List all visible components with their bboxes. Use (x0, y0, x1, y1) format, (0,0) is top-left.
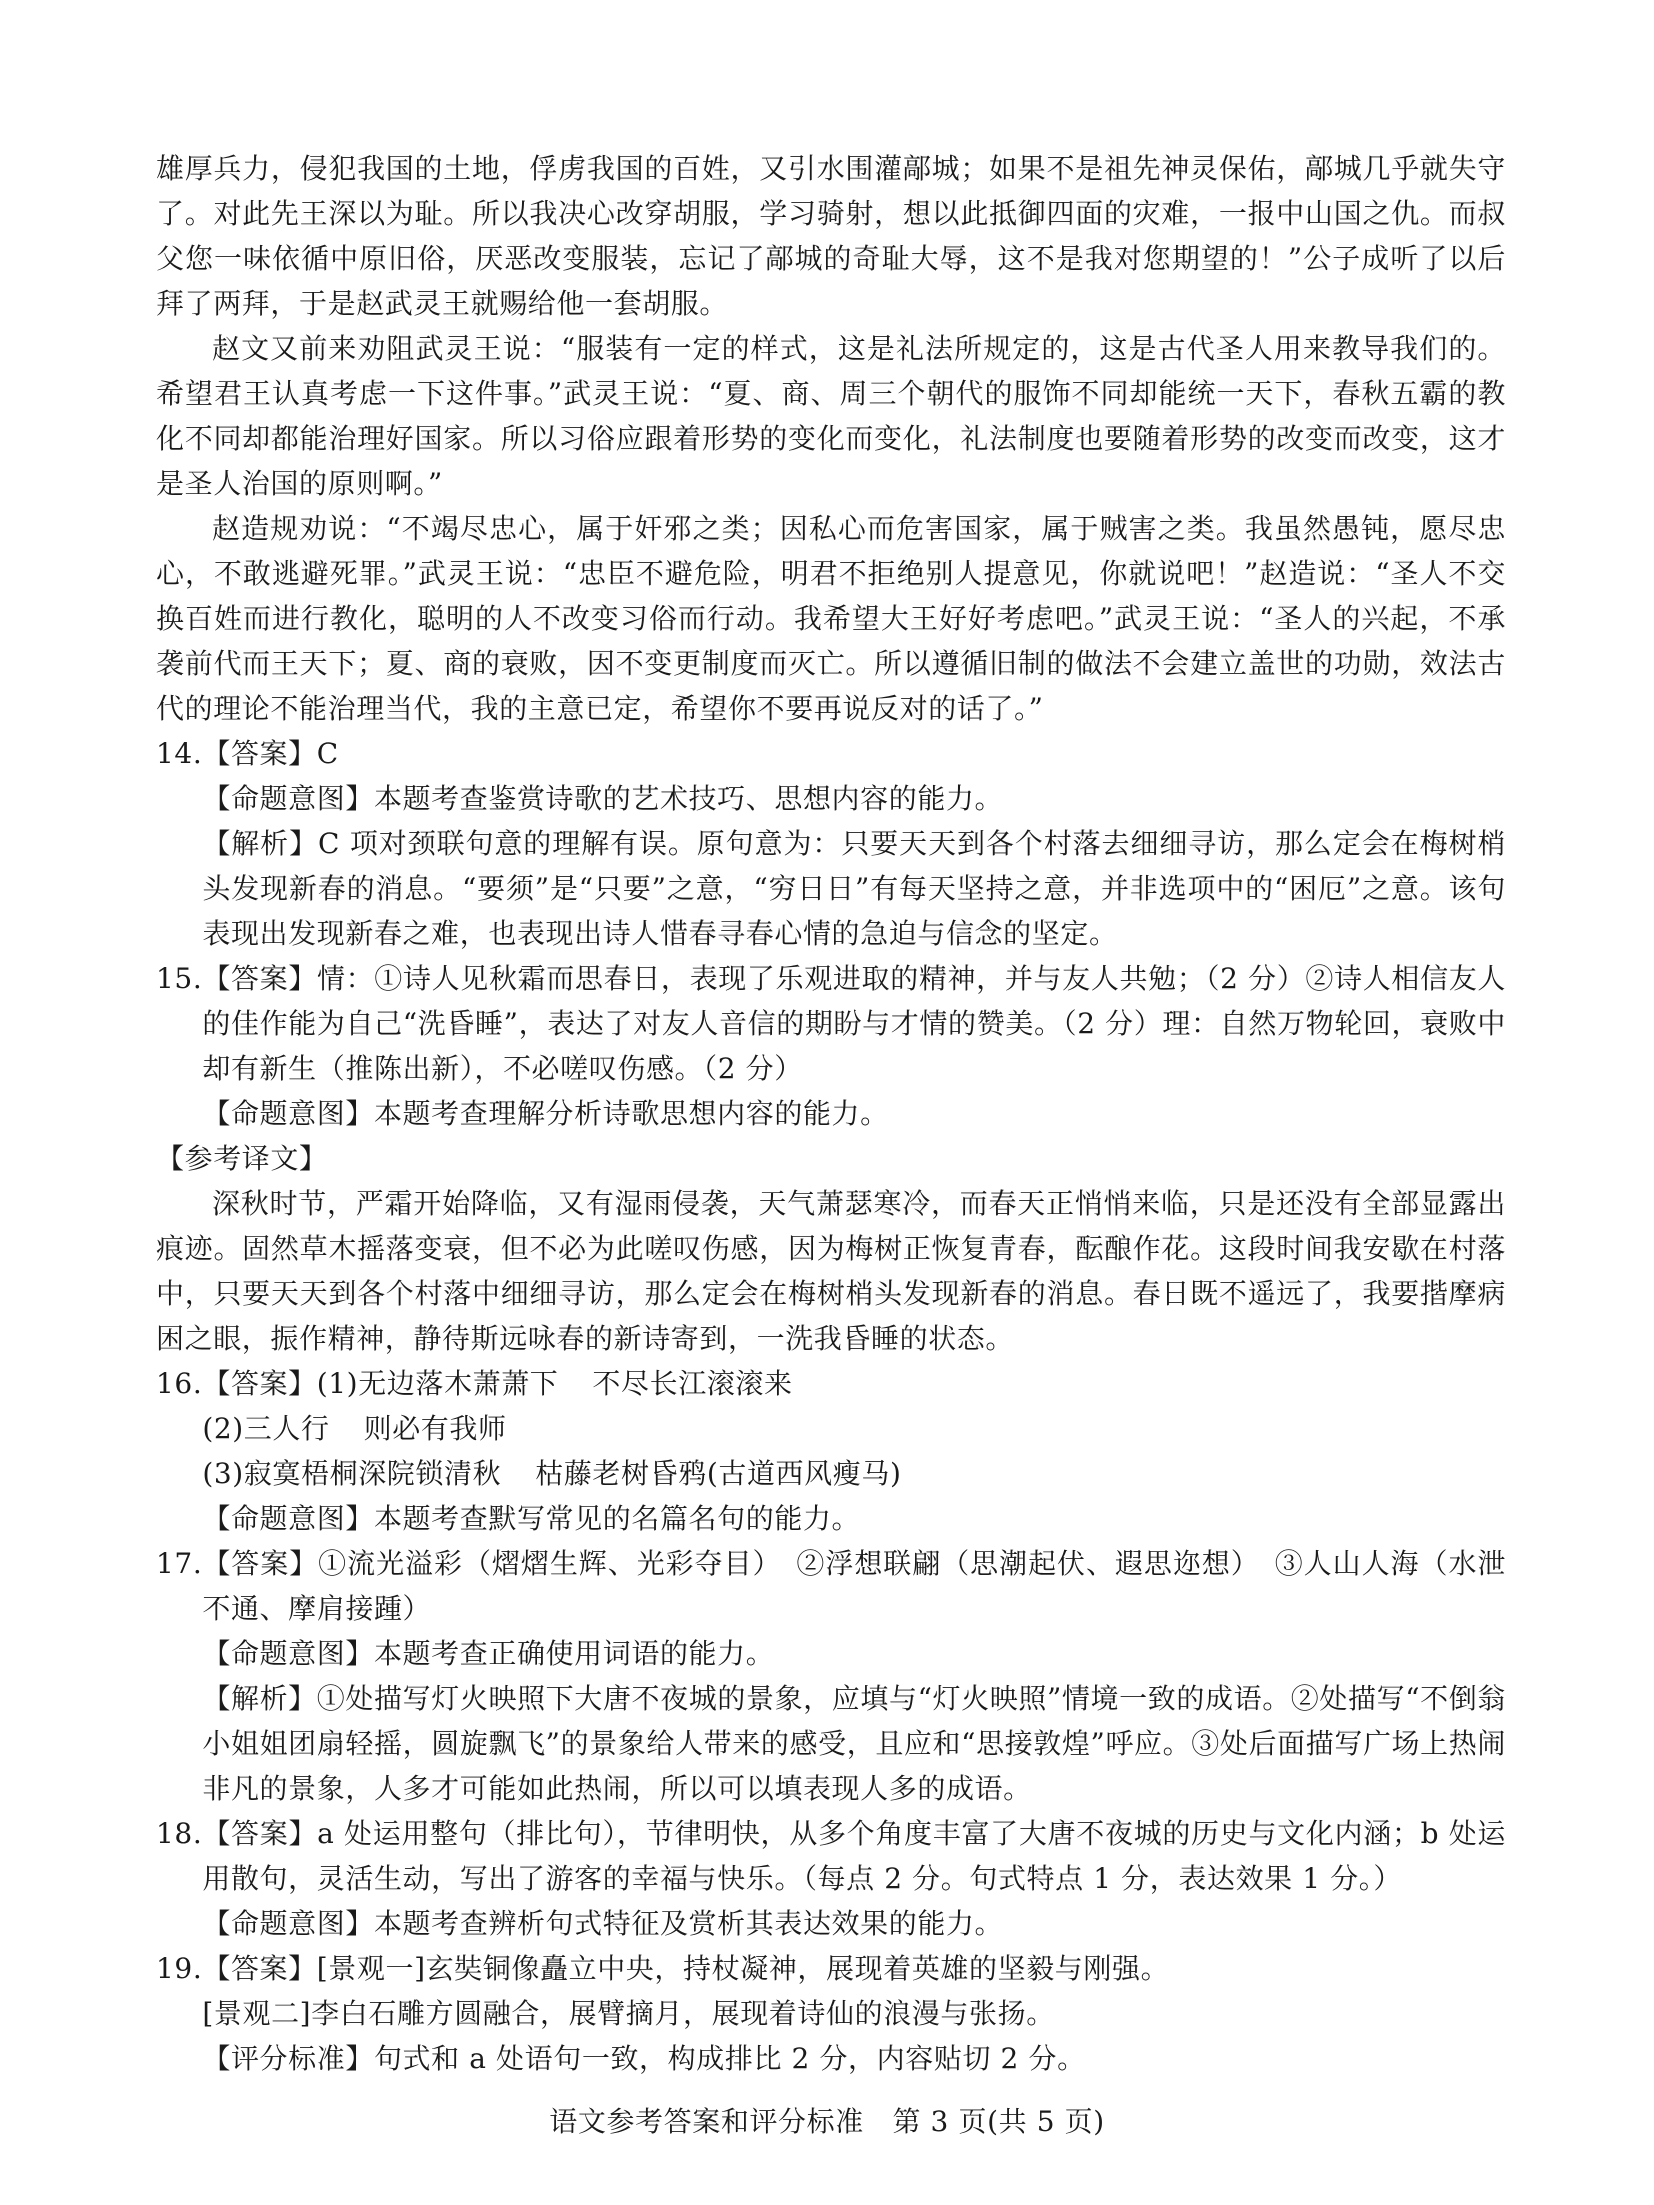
answer-part: 枯藤老树昏鸦(古道西风瘦马) (535, 1457, 902, 1490)
question-number: 16. (156, 1367, 203, 1400)
page-content (156, 146, 1506, 2081)
answer-part: (3)寂寞梧桐深院锁清秋 (202, 1457, 502, 1490)
intent-line: 【命题意图】本题考查正确使用词语的能力。 (202, 1637, 775, 1670)
question-14 (156, 731, 1506, 956)
answer-line-3 (202, 1451, 1506, 1496)
answer-text: 【答案】情：①诗人见秋霜而思春日，表现了乐观进取的精神，并与友人共勉；（2 分）②诗人相信友人的佳作能为自己“洗昏睡”，表达了对友人音信的期盼与才情的赞美。（2 分）理：自然万物轮回，衰败中却有新生（推陈出新），不必嗟叹伤感。（2 分） (202, 962, 1506, 1085)
translation-paragraph-3: 赵造规劝说：“不竭尽忠心，属于奸邪之类；因私心而危害国家，属于贼害之类。我虽然愚钝，愿尽忠心，不敢逃避死罪。”武灵王说：“忠臣不避危险，明君不拒绝别人提意见，你就说吧！”赵造说：“圣人不交换百姓而进行教化，聪明的人不改变习俗而行动。我希望大王好好考虑吧。”武灵王说：“圣人的兴起，不承袭前代而王天下；夏、商的衰败，因不变更制度而灭亡。所以遵循旧制的做法不会建立盖世的功勋，效法古代的理论不能治理当代，我的主意已定，希望你不要再说反对的话了。” (156, 512, 1506, 725)
question-body (202, 1361, 1506, 1541)
question-body (202, 1946, 1506, 2081)
answer-part: 则必有我师 (363, 1412, 507, 1445)
reference-translation-text: 深秋时节，严霜开始降临，又有湿雨侵袭，天气萧瑟寒冷，而春天正悄悄来临，只是还没有全部显露出痕迹。固然草木摇落变衰，但不必为此嗟叹伤感，因为梅树正恢复青春，酝酿作花。这段时间我安歇在村落中，只要天天到各个村落中细细寻访，那么定会在梅树梢头发现新春的消息。春日既不遥远了，我要揩摩病困之眼，振作精神，静待斯远咏春的新诗寄到，一洗我昏睡的状态。 (156, 1187, 1506, 1355)
question-16 (156, 1361, 1506, 1541)
answer-part: (2)三人行 (202, 1412, 330, 1445)
intent-line: 【命题意图】本题考查默写常见的名篇名句的能力。 (202, 1502, 861, 1535)
answer-text: 【答案】①流光溢彩（熠熠生辉、光彩夺目） ②浮想联翩（思潮起伏、遐思迩想） ③人山人海（水泄不通、摩肩接踵） (202, 1547, 1506, 1625)
scoring-criteria: 【评分标准】句式和 a 处语句一致，构成排比 2 分，内容贴切 2 分。 (202, 2042, 1086, 2075)
translation-paragraph-2: 赵文又前来劝阻武灵王说：“服装有一定的样式，这是礼法所规定的，这是古代圣人用来教导我们的。希望君王认真考虑一下这件事。”武灵王说：“夏、商、周三个朝代的服饰不同却能统一天下，春秋五霸的教化不同却都能治理好国家。所以习俗应跟着形势的变化而变化，礼法制度也要随着形势的改变而改变，这才是圣人治国的原则啊。” (156, 332, 1506, 500)
question-number: 14. (156, 737, 203, 770)
intent-line: 【命题意图】本题考查理解分析诗歌思想内容的能力。 (202, 1097, 889, 1130)
intent-line: 【命题意图】本题考查鉴赏诗歌的艺术技巧、思想内容的能力。 (202, 782, 1004, 815)
answer-line-1 (202, 1361, 1506, 1406)
question-body (202, 1811, 1506, 1946)
question-body (202, 1541, 1506, 1811)
analysis-text: 【解析】①处描写灯火映照下大唐不夜城的景象，应填与“灯火映照”情境一致的成语。②处描写“不倒翁小姐姐团扇轻摇，圆旋飘飞”的景象给人带来的感受，且应和“思接敦煌”呼应。③处后面描写广场上热闹非凡的景象，人多才可能如此热闹，所以可以填表现人多的成语。 (202, 1682, 1506, 1805)
question-19 (156, 1946, 1506, 2081)
answer-line-2 (202, 1406, 1506, 1451)
translation-paragraph-1: 雄厚兵力，侵犯我国的土地，俘虏我国的百姓，又引水围灌鄗城；如果不是祖先神灵保佑，鄗城几乎就失守了。对此先王深以为耻。所以我决心改穿胡服，学习骑射，想以此抵御四面的灾难，一报中山国之仇。而叔父您一味依循中原旧俗，厌恶改变服装，忘记了鄗城的奇耻大辱，这不是我对您期望的！”公子成听了以后拜了两拜，于是赵武灵王就赐给他一套胡服。 (156, 152, 1506, 320)
answer-text: 【答案】a 处运用整句（排比句），节律明快，从多个角度丰富了大唐不夜城的历史与文化内涵；b 处运用散句，灵活生动，写出了游客的幸福与快乐。（每点 2 分。句式特点 1 分，表达效果 1 分。） (202, 1817, 1506, 1895)
page-footer: 语文参考答案和评分标准 第 3 页(共 5 页) (549, 2105, 1105, 2138)
question-body (202, 731, 1506, 956)
question-number: 19. (156, 1952, 203, 1985)
answer-line: 【答案】C (202, 737, 339, 770)
answer-part: 不尽长江滚滚来 (592, 1367, 793, 1400)
answer-part: 【答案】(1)无边落木萧萧下 (202, 1367, 559, 1400)
question-number: 15. (156, 962, 203, 995)
reference-translation-title: 【参考译文】 (156, 1142, 328, 1175)
question-body (202, 956, 1506, 1136)
question-number: 17. (156, 1547, 203, 1580)
question-15 (156, 956, 1506, 1136)
answer-line-1: 【答案】[景观一]玄奘铜像矗立中央，持杖凝神，展现着英雄的坚毅与刚强。 (202, 1952, 1170, 1985)
question-18 (156, 1811, 1506, 1946)
question-number: 18. (156, 1817, 203, 1850)
answer-line-2: [景观二]李白石雕方圆融合，展臂摘月，展现着诗仙的浪漫与张扬。 (202, 1997, 1055, 2030)
question-17 (156, 1541, 1506, 1811)
analysis-text: 【解析】C 项对颈联句意的理解有误。原句意为：只要天天到各个村落去细细寻访，那么定会在梅树梢头发现新春的消息。“要须”是“只要”之意，“穷日日”有每天坚持之意，并非选项中的“困厄”之意。该句表现出发现新春之难，也表现出诗人惜春寻春心情的急迫与信念的坚定。 (202, 827, 1506, 950)
intent-line: 【命题意图】本题考查辨析句式特征及赏析其表达效果的能力。 (202, 1907, 1004, 1940)
